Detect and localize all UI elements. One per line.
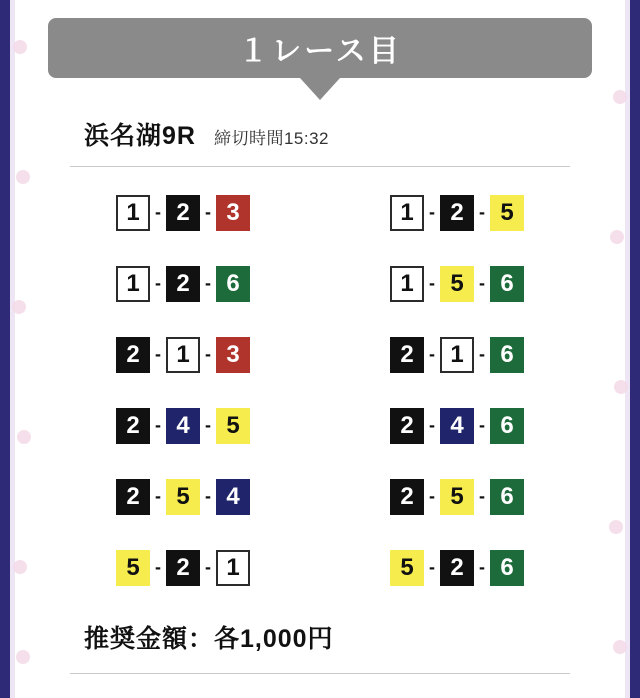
boat-number: 1 <box>116 195 150 231</box>
boat-number: 4 <box>166 408 200 444</box>
prediction-combo <box>46 461 320 532</box>
boat-number: 2 <box>116 337 150 373</box>
race-header <box>84 116 614 152</box>
border-stripe-inner <box>10 0 15 698</box>
prediction-combo <box>320 248 594 319</box>
prediction-combo <box>46 532 320 603</box>
combo-separator: - <box>479 557 485 577</box>
combo-separator: - <box>155 344 161 364</box>
boat-number: 3 <box>216 195 250 231</box>
boat-number: 4 <box>216 479 250 515</box>
prediction-combo <box>46 177 320 248</box>
boat-number: 2 <box>390 408 424 444</box>
boat-number: 6 <box>490 479 524 515</box>
petal-icon <box>12 300 26 314</box>
combo-separator: - <box>205 415 211 435</box>
boat-number: 5 <box>440 266 474 302</box>
boat-number: 5 <box>490 195 524 231</box>
combo-separator: - <box>429 344 435 364</box>
boat-number: 2 <box>166 266 200 302</box>
boat-number: 1 <box>216 550 250 586</box>
combo-separator: - <box>205 486 211 506</box>
boat-number: 6 <box>490 266 524 302</box>
decorative-left-border <box>0 0 26 698</box>
boat-number: 4 <box>440 408 474 444</box>
boat-number: 6 <box>490 337 524 373</box>
prediction-combo <box>320 532 594 603</box>
prediction-grid <box>46 177 594 603</box>
combo-separator: - <box>205 344 211 364</box>
combo-separator: - <box>205 273 211 293</box>
combo-separator: - <box>479 273 485 293</box>
prediction-combo <box>320 177 594 248</box>
border-stripe-outer <box>0 0 10 698</box>
combo-separator: - <box>205 557 211 577</box>
boat-number: 2 <box>440 195 474 231</box>
prediction-combo <box>320 319 594 390</box>
combo-separator: - <box>155 273 161 293</box>
combo-separator: - <box>479 202 485 222</box>
combo-separator: - <box>429 202 435 222</box>
boat-number: 6 <box>216 266 250 302</box>
combo-separator: - <box>155 557 161 577</box>
border-stripe-inner <box>625 0 630 698</box>
boat-number: 6 <box>490 408 524 444</box>
race-name: 浜名湖9R <box>84 122 196 150</box>
combo-separator: - <box>479 486 485 506</box>
boat-number: 2 <box>390 337 424 373</box>
footer-divider <box>70 673 570 674</box>
combo-separator: - <box>205 202 211 222</box>
boat-number: 2 <box>166 195 200 231</box>
boat-number: 1 <box>166 337 200 373</box>
border-stripe-outer <box>630 0 640 698</box>
prediction-combo <box>46 319 320 390</box>
combo-separator: - <box>155 486 161 506</box>
petal-icon <box>614 380 628 394</box>
race-banner <box>48 18 592 78</box>
prediction-combo <box>46 248 320 319</box>
decorative-right-border <box>614 0 640 698</box>
race-banner-title: １レース目 <box>238 35 402 68</box>
race-banner-box <box>48 18 592 78</box>
boat-number: 2 <box>166 550 200 586</box>
combo-separator: - <box>429 486 435 506</box>
boat-number: 5 <box>216 408 250 444</box>
combo-separator: - <box>479 415 485 435</box>
boat-number: 1 <box>440 337 474 373</box>
combo-separator: - <box>479 344 485 364</box>
boat-number: 2 <box>390 479 424 515</box>
boat-number: 2 <box>440 550 474 586</box>
boat-number: 6 <box>490 550 524 586</box>
combo-separator: - <box>429 557 435 577</box>
boat-number: 2 <box>116 408 150 444</box>
combo-separator: - <box>429 415 435 435</box>
petal-icon <box>613 640 627 654</box>
combo-separator: - <box>429 273 435 293</box>
combo-separator: - <box>155 202 161 222</box>
main-content <box>26 0 614 698</box>
boat-number: 1 <box>116 266 150 302</box>
boat-number: 1 <box>390 195 424 231</box>
petal-icon <box>613 90 627 104</box>
boat-number: 2 <box>116 479 150 515</box>
prediction-combo <box>46 390 320 461</box>
combo-separator: - <box>155 415 161 435</box>
prediction-combo <box>320 461 594 532</box>
boat-number: 5 <box>166 479 200 515</box>
petal-icon <box>13 560 27 574</box>
race-deadline: 締切時間15:32 <box>213 129 330 148</box>
petal-icon <box>13 40 27 54</box>
boat-number: 5 <box>390 550 424 586</box>
header-divider <box>70 166 570 167</box>
boat-number: 3 <box>216 337 250 373</box>
banner-arrow-icon <box>300 78 340 100</box>
boat-number: 5 <box>116 550 150 586</box>
recommended-amount: 推奨金額：各1,000円 <box>84 625 334 653</box>
prediction-combo <box>320 390 594 461</box>
boat-number: 1 <box>390 266 424 302</box>
boat-number: 5 <box>440 479 474 515</box>
